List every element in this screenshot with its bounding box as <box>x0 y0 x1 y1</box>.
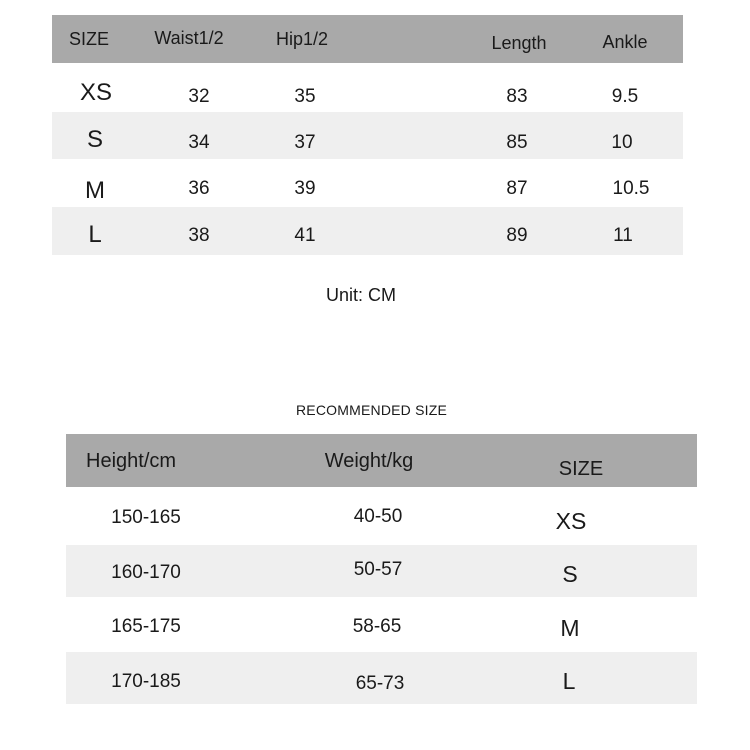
ankle-value: 10 <box>611 132 633 153</box>
table-row-stripe <box>52 207 683 255</box>
height-range: 160-170 <box>111 562 181 583</box>
ankle-value: 9.5 <box>611 86 639 107</box>
size-label: S <box>86 126 104 153</box>
column-header-length: Length <box>491 33 547 53</box>
ankle-value: 11 <box>613 225 633 246</box>
weight-range: 50-57 <box>353 559 403 580</box>
size-label: XS <box>79 79 113 106</box>
weight-range: 58-65 <box>352 616 402 637</box>
column-header-weight: Weight/kg <box>324 450 414 472</box>
column-header-hip: Hip1/2 <box>275 29 329 49</box>
waist-value: 38 <box>188 225 210 246</box>
column-header-height: Height/cm <box>86 450 177 472</box>
size-label: L <box>88 221 102 248</box>
length-value: 89 <box>506 225 528 246</box>
ankle-value: 10.5 <box>612 178 650 199</box>
hip-value: 41 <box>294 225 316 246</box>
column-header-size: SIZE <box>558 458 604 480</box>
waist-value: 32 <box>188 86 210 107</box>
height-range: 150-165 <box>111 507 181 528</box>
recommended-size: XS <box>555 508 587 534</box>
hip-value: 37 <box>294 132 316 153</box>
weight-range: 40-50 <box>353 506 403 527</box>
waist-value: 34 <box>188 132 210 153</box>
hip-value: 35 <box>294 86 316 107</box>
column-header-size: SIZE <box>69 29 110 49</box>
waist-value: 36 <box>188 178 210 199</box>
height-range: 165-175 <box>111 616 181 637</box>
height-range: 170-185 <box>111 671 181 692</box>
column-header-ankle: Ankle <box>602 32 648 52</box>
recommended-title: RECOMMENDED SIZE <box>296 402 447 418</box>
measurement-header-bar <box>52 15 683 63</box>
size-label: M <box>85 177 105 204</box>
column-header-waist: Waist1/2 <box>154 28 224 48</box>
unit-note: Unit: CM <box>326 285 397 305</box>
weight-range: 65-73 <box>355 673 405 694</box>
length-value: 85 <box>506 132 528 153</box>
recommended-size: S <box>562 561 578 587</box>
length-value: 87 <box>506 178 528 199</box>
hip-value: 39 <box>294 178 316 199</box>
length-value: 83 <box>506 86 528 107</box>
table-row-stripe <box>52 112 683 159</box>
recommended-size: M <box>560 615 580 641</box>
recommended-size: L <box>562 668 576 694</box>
